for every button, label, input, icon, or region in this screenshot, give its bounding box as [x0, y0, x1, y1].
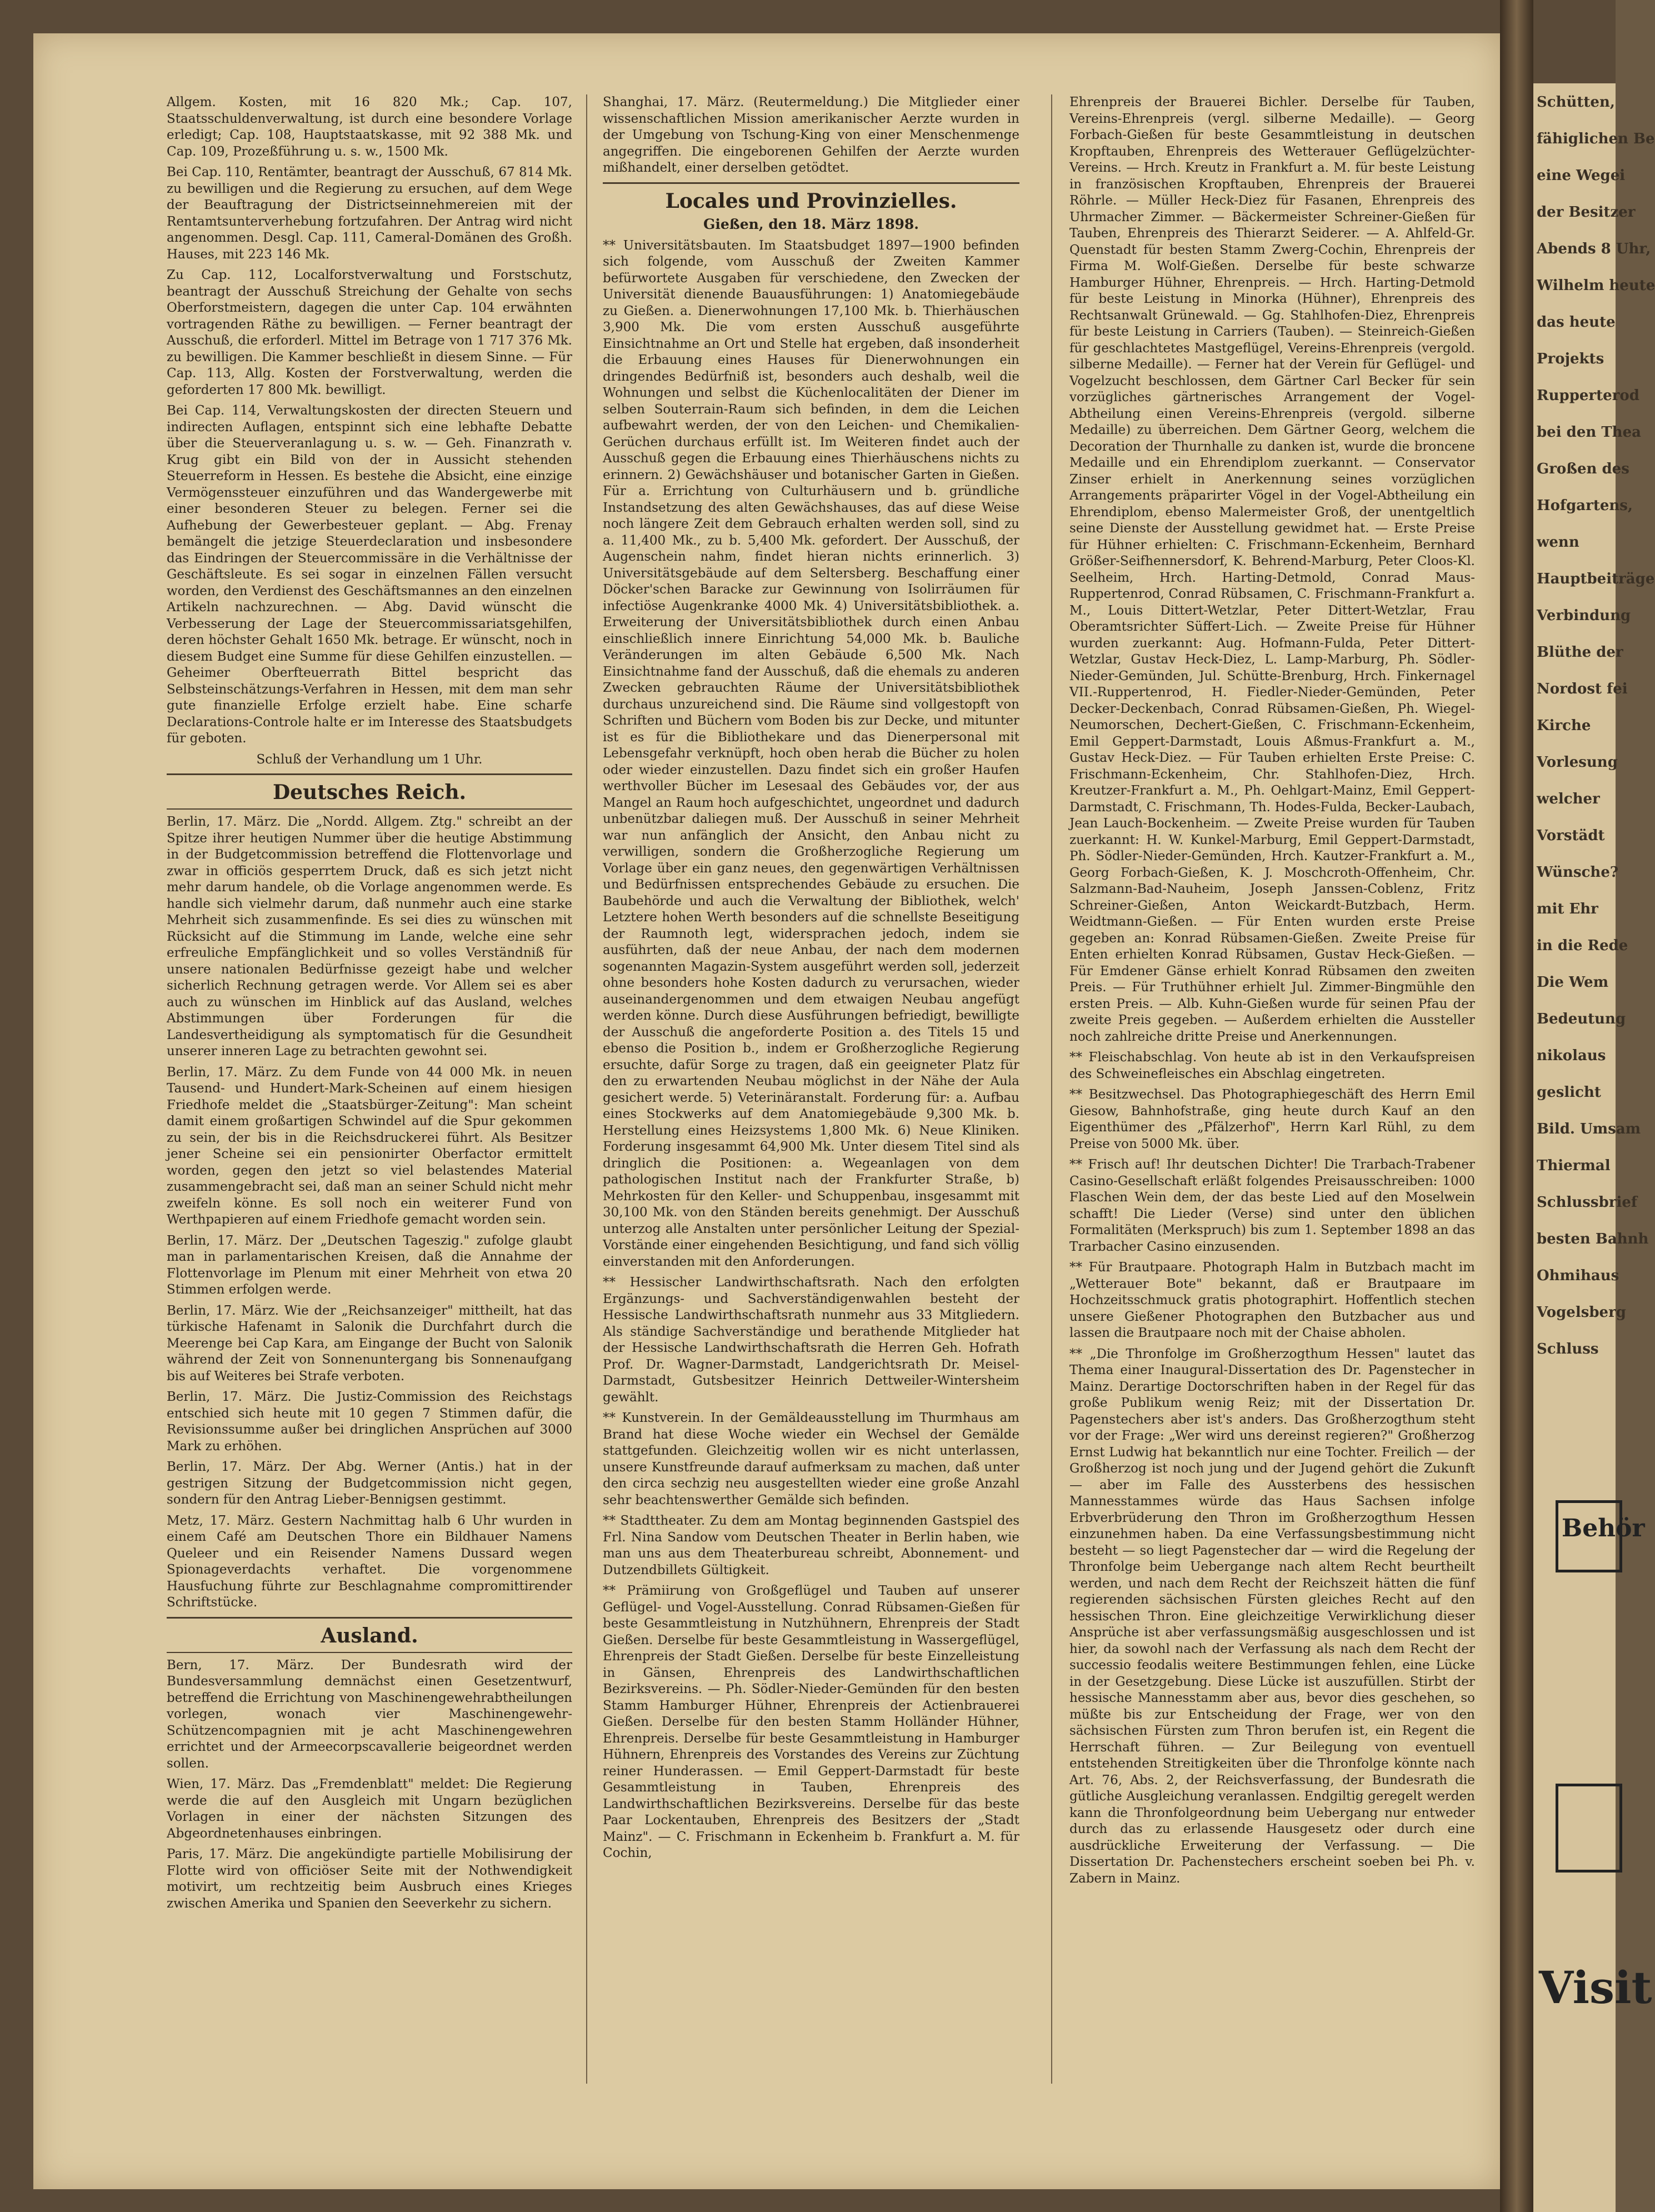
news-item: Shanghai, 17. März. (Reutermeldung.) Die Mitglieder einer wissenschaftlichen Mission amerikanischer Aerzte wurden in der Umgebung von Tschung-King von einer Menschenmenge angegriffen. Die eingeborenen Gehilfen der Aerzte wurden mißhandelt, einer derselben getödtet.	[603, 95, 1019, 175]
news-item: Metz, 17. März. Gestern Nachmittag halb 6 Uhr wurden in einem Café am Deutschen Thore ein Bildhauer Namens Queleer und ein Reisender Namens Dussard wegen Spionageverdachts verhaftet. Die vorgenommene Hausfuchung führte zur Beschlagnahme compromittirender Schriftstücke.	[167, 1513, 572, 1610]
news-item: Paris, 17. März. Die angekündigte partielle Mobilisirung der Flotte wird von officiöser Seite mit der Nothwendigkeit motivirt, um rechtzeitig beim Ausbruch eines Krieges zwischen Amerika und Spanien den Seeverkehr zu sichern.	[167, 1847, 572, 1911]
section-rule	[603, 182, 1019, 184]
column-3	[1069, 94, 1475, 2128]
advert-box	[1556, 1500, 1645, 1572]
adjacent-page-edge	[1533, 83, 1655, 2212]
adjacent-page-line: Bedeutung	[1537, 1011, 1626, 1027]
news-item: ** Prämiirung von Großgeflügel und Tauben auf unserer Geflügel- und Vogel-Ausstellung. Conrad Rübsamen-Gießen für beste Gesammtleistung in Nutzhühnern, Ehrenpreis der Stadt Gießen. Derselbe für beste Gesammtleistung in Wassergeflügel, Ehrenpreis der Stadt Gießen. Derselbe für beste Einzelleistung in Gänsen, Ehrenpreis des Landwirthschaftlichen Bezirksvereins. — Ph. Södler-Nieder-Gemünden für den besten Stamm Hamburger Hühner, Ehrenpreis der Actienbrauerei Gießen. Derselbe für den besten Stamm Holländer Hühner, Ehrenpreis. Derselbe für beste Gesammtleistung in Hamburger Hühnern, Ehrenpreis des Vorstandes des Vereins zur Züchtung reiner Hunderassen. — Emil Geppert-Darmstadt für beste Gesammtleistung in Tauben, Ehrenpreis des Landwirthschaftlichen Bezirksvereins. Derselbe für das beste Paar Lockentauben, Ehrenpreis des Besitzers der „Stadt Mainz". — C. Frischmann in Eckenheim b. Frankfurt a. M. für Cochin,	[603, 1584, 1019, 1860]
adjacent-page-line: mit Ehr	[1537, 901, 1598, 917]
book-spine	[1500, 0, 1533, 2212]
section-rule	[167, 773, 572, 775]
news-item: Berlin, 17. März. Der Abg. Werner (Antis.) hat in der gestrigen Sitzung der Budgetcommission nicht gegen, sondern für den Antrag Lieber-Bennigsen gestimmt.	[167, 1460, 572, 1507]
adjacent-page-line: fähiglichen Be	[1537, 131, 1655, 147]
news-item: Berlin, 17. März. Wie der „Reichsanzeiger" mittheilt, hat das türkische Hafenamt in Salonik die Durchfahrt durch die Meerenge bei Cap Kara, am Eingange der Bucht von Salonik während der Zeit von Sonnenuntergang bis Sonnenaufgang bis auf Weiteres bei Strafe verboten.	[167, 1303, 572, 1384]
adjacent-page-line: welcher	[1537, 791, 1600, 807]
news-item: ** Stadttheater. Zu dem am Montag beginnenden Gastspiel des Frl. Nina Sandow vom Deutschen Theater in Berlin haben, wie man uns aus dem Theaterbureau schreibt, Abonnement- und Dutzendbillets Gültigkeit.	[603, 1514, 1019, 1577]
adjacent-page-line: wenn	[1537, 534, 1579, 551]
adjacent-page-line: Schluss	[1537, 1341, 1599, 1357]
news-item: Berlin, 17. März. Der „Deutschen Tageszig." zufolge glaubt man in parlamentarischen Kreisen, daß die Annahme der Flottenvorlage im Plenum mit einer Mehrheit von etwa 20 Stimmen erfolgen werde.	[167, 1233, 572, 1297]
paragraph: Allgem. Kosten, mit 16 820 Mk.; Cap. 107, Staatsschuldenverwaltung, ist durch eine besondere Vorlage erledigt; Cap. 108, Hauptstaatskasse, mit 92 388 Mk. und Cap. 109, Prozeßführung u. s. w., 1500 Mk.	[167, 95, 572, 159]
news-item: ** „Die Thronfolge im Großherzogthum Hessen" lautet das Thema einer Inaugural-Dissertation des Dr. Pagenstecher in Mainz. Derartige Doctorschriften haben in der Regel für das große Publikum wenig Reiz; mit der Dissertation Dr. Pagenstechers aber ist's anders. Das Großherzogthum steht vor der Frage: „Wer wird uns dereinst regieren?" Großherzog Ernst Ludwig hat bekanntlich nur eine Tochter. Freilich — der Großherzog ist noch jung und der Jugend gehört die Zukunft — aber im Falle des Aussterbens des hessischen Mannesstammes würde das Haus Sachsen infolge Erbverbrüderung den Thron im Großherzogthum Hessen einzunehmen haben. Da eine Verfassungsbestimmung nicht besteht — so liegt Pagenstecher dar — wird die Regelung der Thronfolge beim Uebergange nach altem Recht beurtheilt werden, und nach dem Recht der Reichszeit hätten die fünf regierenden sächsischen Fürsten gleiches Recht auf den hessischen Thron. Eine gleichzeitige Verwirklichung dieser Ansprüche ist aber verfassungsmäßig ausgeschlossen und ist hier, da sowohl nach der Verfassung als nach dem Recht der successio feodalis weitere Bestimmungen fehlen, eine Lücke in der Gesetzgebung. Diese Lücke ist auszufüllen. Stirbt der hessische Mannesstamm aber aus, bevor dies geschehen, so müßte bis zur Entscheidung der Frage, wer von den sächsischen Fürsten zum Thron berufen ist, ein Regent die Herrschaft führen. — Zur Beilegung von eventuell entstehenden Streitigkeiten über die Thronfolge könnte nach Art. 76, Abs. 2, der Reichsverfassung, der Bundesrath die gütliche Ausgleichung veranlassen. Endgiltig geregelt werden kann die Thronfolgeordnung beim Uebergang nur entweder durch das zu erlassende Hausgesetz oder durch eine ausdrückliche Erweiterung der Verfassung. — Die Dissertation Dr. Pachenstechers erscheint soeben bei Ph. v. Zabern in Mainz.	[1069, 1346, 1475, 1886]
adjacent-page-line: Nordost fei	[1537, 681, 1628, 697]
adjacent-page-line: besten Bahnh	[1537, 1231, 1649, 1247]
adjacent-page-line: in die Rede	[1537, 937, 1628, 954]
adjacent-page-line: Ohmihaus	[1537, 1267, 1619, 1284]
adjacent-page-line: eine Wegei	[1537, 167, 1626, 184]
section-heading-locales: Locales und Provinzielles.	[665, 189, 957, 213]
adjacent-page-line: Die Wem	[1537, 974, 1609, 991]
adjacent-page-line: Bild. Umsam	[1537, 1121, 1641, 1137]
adjacent-page-line: Rupperterod	[1537, 387, 1639, 404]
paragraph: Bei Cap. 110, Rentämter, beantragt der Ausschuß, 67 814 Mk. zu bewilligen und die Regierung zu ersuchen, auf dem Wege der Beauftragung der Districtseinnehmereien mit der Rentamtsunterverhebung fortzufahren. Der Antrag wird nicht angenommen. Desgl. Cap. 111, Cameral-Domänen des Großh. Hauses, mit 223 146 Mk.	[167, 165, 572, 262]
adjacent-page-line: Großen des	[1537, 461, 1629, 477]
advert-text: Visit	[1539, 1961, 1652, 2014]
news-item: ** Kunstverein. In der Gemäldeausstellung im Thurmhaus am Brand hat diese Woche wieder ein Wechsel der Gemälde stattgefunden. Gleichzeitig wollen wir es nicht unterlassen, unsere Kunstfreunde darauf aufmerksam zu machen, daß unter den circa sechzig neu ausgestellten wieder eine große Anzahl sehr beachtenswerther Gemälde sich befinden.	[603, 1411, 1019, 1507]
adjacent-page-line: Wilhelm heute	[1537, 277, 1655, 294]
news-item: ** Fleischabschlag. Von heute ab ist in den Verkaufspreisen des Schweinefleisches ein Abschlag eingetreten.	[1069, 1050, 1475, 1081]
adjacent-page-line: der Besitzer	[1537, 204, 1636, 221]
column-rule	[1051, 94, 1052, 2084]
adjacent-page-line: bei den Thea	[1537, 424, 1641, 441]
adjacent-page-line: Vorlesung	[1537, 754, 1618, 771]
column-2	[603, 94, 1019, 2128]
news-item: Berlin, 17. März. Die Justiz-Commission des Reichstags entschied sich heute mit 10 gegen 7 Stimmen dafür, die Revisionssumme außer bei dringlichen Ansprüchen auf 3000 Mark zu erhöhen.	[167, 1390, 572, 1454]
adjacent-page-line: Schlussbrief	[1537, 1194, 1638, 1211]
news-item: ** Frisch auf! Ihr deutschen Dichter! Die Trarbach-Trabener Casino-Gesellschaft erläßt folgendes Preisausschreiben: 1000 Flaschen Wein dem, der das beste Lied auf den Moselwein schafft! Die Lieder (Verse) sind unter den üblichen Formalitäten (Merkspruch) bis zum 1. September 1898 an das Trarbacher Casino einzusenden.	[1069, 1157, 1475, 1254]
column-1	[167, 94, 572, 2128]
news-item: Wien, 17. März. Das „Fremdenblatt" meldet: Die Regierung werde die auf den Ausgleich mit Ungarn bezüglichen Vorlagen in einer der nächsten Sitzungen des Abgeordnetenhauses einbringen.	[167, 1777, 572, 1841]
dateline: Gießen, den 18. März 1898.	[703, 216, 919, 232]
news-item: ** Für Brautpaare. Photograph Halm in Butzbach macht im „Wetterauer Bote" bekannt, daß er Brautpaare im Hochzeitsschmuck gratis photographirt. Hoffentlich stechen unsere Gießener Photographen den Butzbacher aus und lassen die Brautpaare noch mit der Chaise abholen.	[1069, 1260, 1475, 1340]
adjacent-page-line: Verbindung	[1537, 607, 1631, 624]
adjacent-page-line: geslicht	[1537, 1084, 1601, 1101]
section-heading-ausland: Ausland.	[321, 1624, 418, 1647]
paragraph: Zu Cap. 112, Localforstverwaltung und Forstschutz, beantragt der Ausschuß Streichung der Gehalte von sechs Oberforstmeistern, dagegen die unter Cap. 104 erwähnten vortragenden Räthe zu bewilligen. — Ferner beantragt der Ausschuß, die erforderl. Mittel im Betrage von 1 717 376 Mk. zu bewilligen. Die Kammer beschließt in diesem Sinne. — Für Cap. 113, Allg. Kosten der Forstverwaltung, werden die geforderten 17 800 Mk. bewilligt.	[167, 268, 572, 397]
advert-box	[1556, 1784, 1622, 1873]
news-item: ** Universitätsbauten. Im Staatsbudget 1897—1900 befinden sich folgende, vom Ausschuß der Zweiten Kammer befürwortete Ausgaben für verschiedene, den Zwecken der Universität dienende Bauausführungen: 1) Anatomiegebäude zu Gießen. a. Dienerwohnungen 17,100 Mk. b. Thierhäuschen 3,900 Mk. Die vom ersten Ausschuß ausgeführte Einsichtnahme an Ort und Stelle hat ergeben, daß insonderheit die Erbauung eines Hauses für Dienerwohnungen ein dringendes Bedürfniß ist, besonders auch deshalb, weil die Wohnungen und selbst die Küchenlocalitäten der Diener im selben Souterrain-Raum sich befinden, in dem die Leichen aufbewahrt werden, der von den Leichen- und Chemikalien-Gerüchen durchaus erfüllt ist. Im Weiteren findet auch der Ausschuß gegen die Erbauung eines Thierhäuschens nichts zu erinnern. 2) Gewächshäuser und botanischer Garten in Gießen. Für a. Errichtung von Culturhäusern und b. gründliche Instandsetzung des alten Gewächshauses, das auf diese Weise noch längere Zeit dem Gebrauch erhalten werden soll, sind zu a. 11,400 Mk., zu b. 5,400 Mk. gefordert. Der Ausschuß, der Augenschein nahm, findet hieran nichts erinnerlich. 3) Universitätsgebäude auf dem Seltersberg. Beschaffung einer Döcker'schen Baracke zur Gewinnung von Isolirräumen für infectiöse Augenkranke 4000 Mk. 4) Universitätsbibliothek. a. Erweiterung der Universitätsbibliothek durch einen Anbau einschließlich innere Einrichtung 54,000 Mk. b. Bauliche Veränderungen im alten Gebäude 6,500 Mk. Nach Einsichtnahme fand der Ausschuß, daß die ehemals zu anderen Zwecken gebrauchten Räume der Universitätsbibliothek durchaus unzureichend sind. Die Räume sind vollgestopft von Schriften und Büchern vom Boden bis zur Decke, und mitunter ist es für die Bibliothekare und das Dienerpersonal mit Lebensgefahr verknüpft, hoch oben herab die Bücher zu holen oder wieder einzustellen. Dazu findet sich ein großer Haufen werthvoller Bücher im Lesesaal des Gebäudes vor, der aus Mangel an Raum hoch aufgeschichtet, ungeordnet und dadurch unbenützbar daliegen muß. Der Ausschuß in seiner Mehrheit war nun anfänglich der Ansicht, den Anbau nicht zu verwilligen, sondern die Großherzogliche Regierung um Vorlage über ein ganz neues, den gegenwärtigen Verhältnissen und Bedürfnissen entsprechendes Gebäude zu ersuchen. Die Baubehörde und auch die Verwaltung der Bibliothek, welch' Letztere hohen Werth besonders auf die schnellste Beseitigung der Raumnoth legt, widersprachen jedoch, indem sie ausführten, daß der neue Anbau, der nach dem modernen sogenannten Magazin-System ausgeführt werden soll, jederzeit ohne besonders hohe Kosten dadurch zu verursachen, wieder auseinandergenommen und dem etwaigen Neubau angefügt werden könne. Durch diese Ausführungen befriedigt, bewilligte der Ausschuß die angeforderte Position a. des Titels 15 und ebenso die Position b., indem er Großherzogliche Regierung ersuchte, dafür Sorge zu tragen, daß ein geeigneter Platz für den zu erwartenden Neubau möglichst in der Nähe der Aula gesichert werde. 5) Veterinäranstalt. Forderung für: a. Aufbau eines Stockwerks auf dem Anatomiegebäude 9,300 Mk. b. Herstellung eines Heizsystems 1,800 Mk. 6) Neue Kliniken. Forderung insgesammt 64,900 Mk. Unter diesem Titel sind als dringlich die Positionen: a. Wegeanlagen von dem pathologischen Institut nach der Frankfurter Straße, b) Mehrkosten für den Keller- und Schuppenbau, insgesammt mit 30,100 Mk. von den Ständen bereits genehmigt. Der Ausschuß unterzog alle Anstalten unter persönlicher Leitung der Spezial-Vorstände einer eingehenden Besichtigung, und fand sich völlig einverstanden mit den Anforderungen.	[603, 238, 1019, 1269]
adjacent-page-line: Thiermal	[1537, 1157, 1611, 1174]
section-rule	[167, 1652, 572, 1653]
news-item: Berlin, 17. März. Zu dem Funde von 44 000 Mk. in neuen Tausend- und Hundert-Mark-Scheinen auf einem hiesigen Friedhofe meldet die „Staatsbürger-Zeitung": Man scheint damit einem großartigen Schwindel auf die Spur gekommen zu sein, der bis in die Reichsdruckerei führt. Als Besitzer jener Scheine sei ein pensionirter Oberfactor ermittelt worden, gegen den jetzt so viel belastendes Material zusammengebracht sei, daß man an seiner Schuld nicht mehr zweifeln könne. Es soll noch ein weiterer Fund von Werthpapieren auf einem Friedhofe gemacht worden sein.	[167, 1065, 572, 1227]
section-heading-reich: Deutsches Reich.	[272, 781, 467, 804]
adjacent-page-line: Hauptbeiträge	[1537, 571, 1655, 587]
advert-text: Behör	[1562, 1514, 1645, 1542]
adjacent-page-line: Projekts	[1537, 351, 1604, 367]
adjacent-page-line: Schütten,	[1537, 94, 1615, 111]
news-item: Berlin, 17. März. Die „Nordd. Allgem. Ztg." schreibt an der Spitze ihrer heutigen Nummer über die heutige Abstimmung in der Budgetcommission betreffend die Flottenvorlage und zwar in officiös gesperrtem Druck, daß es sich jetzt nicht mehr darum handele, ob die Vorlage angenommen werde. Es handle sich vielmehr darum, daß nunmehr auch eine starke Mehrheit sich zusammenfinde. Es sei dies zu wünschen mit Rücksicht auf die Stimmung im Lande, welche eine sehr erfreuliche Empfänglichkeit und so volles Verständniß für unsere nationalen Bedürfnisse gezeigt habe und welcher sicherlich Rechnung getragen werde. Vor Allem sei es aber auch zu wünschen im Hinblick auf das Ausland, welches Abstimmungen über Forderungen für die Landesvertheidigung als symptomatisch für die Gesundheit unserer inneren Lage zu betrachten gewohnt sei.	[167, 815, 572, 1058]
news-item: ** Hessischer Landwirthschaftsrath. Nach den erfolgten Ergänzungs- und Sachverständigenwahlen besteht der Hessische Landwirthschaftsrath nunmehr aus 33 Mitgliedern. Als ständige Sachverständige und berathende Mitglieder hat der Hessische Landwirthschaftsrath die Herren Geh. Hofrath Prof. Dr. Wagner-Darmstadt, Landgerichtsrath Dr. Meisel-Darmstadt, Gutsbesitzer Heinrich Dettweiler-Wintersheim gewählt.	[603, 1275, 1019, 1405]
adjacent-page-line: Vorstädt	[1537, 827, 1605, 844]
adjacent-page-line: Wünsche?	[1537, 864, 1619, 881]
adjacent-page-line: nikolaus	[1537, 1047, 1606, 1064]
news-item: Bern, 17. März. Der Bundesrath wird der Bundesversammlung demnächst einen Gesetzentwurf, betreffend die Errichtung von Maschinengewehrabtheilungen vorlegen, wonach vier Maschinengewehr-Schützencompagnien mit je acht Maschinengewehren errichtet und der Armeecorpscavallerie beigeordnet werden sollen.	[167, 1657, 572, 1771]
adjacent-page-line: Abends 8 Uhr,	[1537, 241, 1651, 257]
news-item: ** Besitzwechsel. Das Photographiegeschäft des Herrn Emil Giesow, Bahnhofstraße, ging heute durch Kauf an den Eigenthümer des „Pfälzerhof", Herrn Karl Rühl, zu dem Preise von 5000 Mk. über.	[1069, 1087, 1475, 1151]
section-rule	[167, 1617, 572, 1619]
adjacent-page-line: Hofgartens,	[1537, 497, 1633, 514]
adjacent-page-line: Blüthe der	[1537, 644, 1623, 661]
paragraph: Bei Cap. 114, Verwaltungskosten der directen Steuern und indirecten Auflagen, entspinnt sich eine lebhafte Debatte über die Steuerveranlagung u. s. w. — Geh. Finanzrath v. Krug gibt ein Bild von der in Aussicht stehenden Steuerreform in Hessen. Es bestehe die Absicht, eine einzige Vermögenssteuer einzuführen und das Wandergewerbe mit einer besonderen Steuer zu belegen. Ferner sei die Aufhebung der Gewerbesteuer geplant. — Abg. Frenay bemängelt die jetzige Steuerdeclaration und insbesondere das Eindringen der Steuercommissäre in die Verhältnisse der Geschäftsleute. Es sei sogar in einzelnen Fällen versucht worden, den Verdienst des Geschäftsmannes an den einzelnen Artikeln nachzurechnen. — Abg. David wünscht die Verbesserung der Lage der Steuercommissariatsgehilfen, deren höchster Gehalt 1650 Mk. betrage. Er wünscht, noch in diesem Budget eine Summe für diese Gehilfen einzustellen. — Geheimer Oberfteuerrath Bittel bespricht das Selbsteinschätzungs-Verfahren in Hessen, mit dem man sehr gute finanzielle Erfolge erzielt habe. Eine scharfe Declarations-Controle halte er im Interesse des Staatsbudgets für geboten.	[167, 403, 572, 746]
adjacent-page-line: Vogelsberg	[1537, 1304, 1626, 1321]
adjacent-page-line: das heute	[1537, 314, 1616, 331]
news-item: Ehrenpreis der Brauerei Bichler. Derselbe für Tauben, Vereins-Ehrenpreis (vergl. silberne Medaille). — Georg Forbach-Gießen für beste Gesammtleistung in deutschen Kropftauben, Ehrenpreis des Wetterauer Geflügelzüchter-Vereins. — Hrch. Kreutz in Frankfurt a. M. für beste Leistung in französischen Kropftauben, Ehrenpreis der Brauerei Röhrle. — Müller Heck-Diez für Fasanen, Ehrenpreis des Uhrmacher Zimmer. — Bäckermeister Schreiner-Gießen für Tauben, Ehrenpreis des Thierarzt Seiderer. — A. Ahlfeld-Gr. Quenstadt für besten Stamm Zwerg-Cochin, Ehrenpreis der Firma M. Wolf-Gießen. Derselbe für beste schwarze Hamburger Hühner, Ehrenpreis. — Hrch. Harting-Detmold für beste Leistung in Minorka (Hühner), Ehrenpreis des Rechtsanwalt Grünewald. — Gg. Stahlhofen-Diez, Ehrenpreis für beste Leistung in Carriers (Tauben). — Steinreich-Gießen für geschlachtetes Mastgeflügel, Vereins-Ehrenpreis (vergold. silberne Medaille). — Ferner hat der Verein für Geflügel- und Vogelzucht beschlossen, dem Gärtner Carl Becker für sein vorzügliches gärtnerisches Arrangement der Vogel-Abtheilung einen Vereins-Ehrenpreis (vergold. silberne Medaille) zu überreichen. Dem Gärtner Georg, welchem die Decoration der Thurnhalle zu danken ist, wurde die broncene Medaille und ein Ehrendiplom zuerkannt. — Conservator Zinser erhielt in Anerkennung seines vorzüglichen Arrangements präparirter Vögel in der Vogel-Abtheilung ein Ehrendiplom, ebenso Malermeister Groß, der unentgeltlich seine Dienste der Ausstellung gewidmet hat. — Erste Preise für Hühner erhielten: C. Frischmann-Eckenheim, Bernhard Größer-Seifhennersdorf, K. Behrend-Marburg, Peter Cloos-Kl. Seelheim, Hrch. Harting-Detmold, Conrad Maus-Ruppertenrod, Conrad Rübsamen, C. Frischmann-Frankfurt a. M., Louis Dittert-Wetzlar, Peter Dittert-Wetzlar, Frau Oberamtsrichter Süffert-Lich. — Zweite Preise für Hühner wurden zuerkannt: Aug. Hofmann-Fulda, Peter Dittert-Wetzlar, Gustav Heck-Diez, L. Lamp-Marburg, Ph. Södler-Nieder-Gemünden, Jul. Schütte-Brenburg, Hrch. Finkernagel VII.-Ruppertenrod, H. Fiedler-Nieder-Gemünden, Peter Decker-Deckenbach, Conrad Rübsamen-Gießen, Ph. Wiegel-Neumorschen, Dechert-Gießen, C. Frischmann-Eckenheim, Emil Geppert-Darmstadt, Louis Aßmus-Frankfurt a. M., Gustav Heck-Diez. — Für Tauben erhielten Erste Preise: C. Frischmann-Eckenheim, Chr. Stahlhofen-Diez, Hrch. Kreutzer-Frankfurt a. M., Ph. Oehlgart-Mainz, Emil Geppert-Darmstadt, C. Frischmann, Th. Hodes-Fulda, Becker-Laubach, Jean Lauch-Bockenheim. — Zweite Preise wurden für Tauben zuerkannt: H. W. Kunkel-Marburg, Emil Geppert-Darmstadt, Ph. Södler-Nieder-Gemünden, Hrch. Kautzer-Frankfurt a. M., Georg Forbach-Gießen, K. J. Moschcroth-Offenheim, Chr. Salzmann-Bad-Nauheim, Joseph Janssen-Coblenz, Fritz Schreiner-Gießen, Anton Weickardt-Butzbach, Herm. Weidtmann-Gießen. — Für Enten wurden erste Preise gegeben an: Konrad Rübsamen-Gießen. Zweite Preise für Enten erhielten Konrad Rübsamen, Gustav Heck-Gießen. — Für Emdener Gänse erhielt Konrad Rübsamen den zweiten Preis. — Für Truthühner erhielt Jul. Zimmer-Bingmühle den ersten Preis. — Alb. Kuhn-Gießen wurde für seinen Pfau der zweite Preis gegeben. — Außerdem erhielten die Aussteller noch zahlreiche dritte Preise und Anerkennungen.	[1069, 95, 1475, 1044]
section-rule	[167, 808, 572, 810]
column-rule	[586, 94, 587, 2084]
paragraph: Schluß der Verhandlung um 1 Uhr.	[256, 752, 483, 767]
adjacent-page-line: Kirche	[1537, 717, 1591, 734]
